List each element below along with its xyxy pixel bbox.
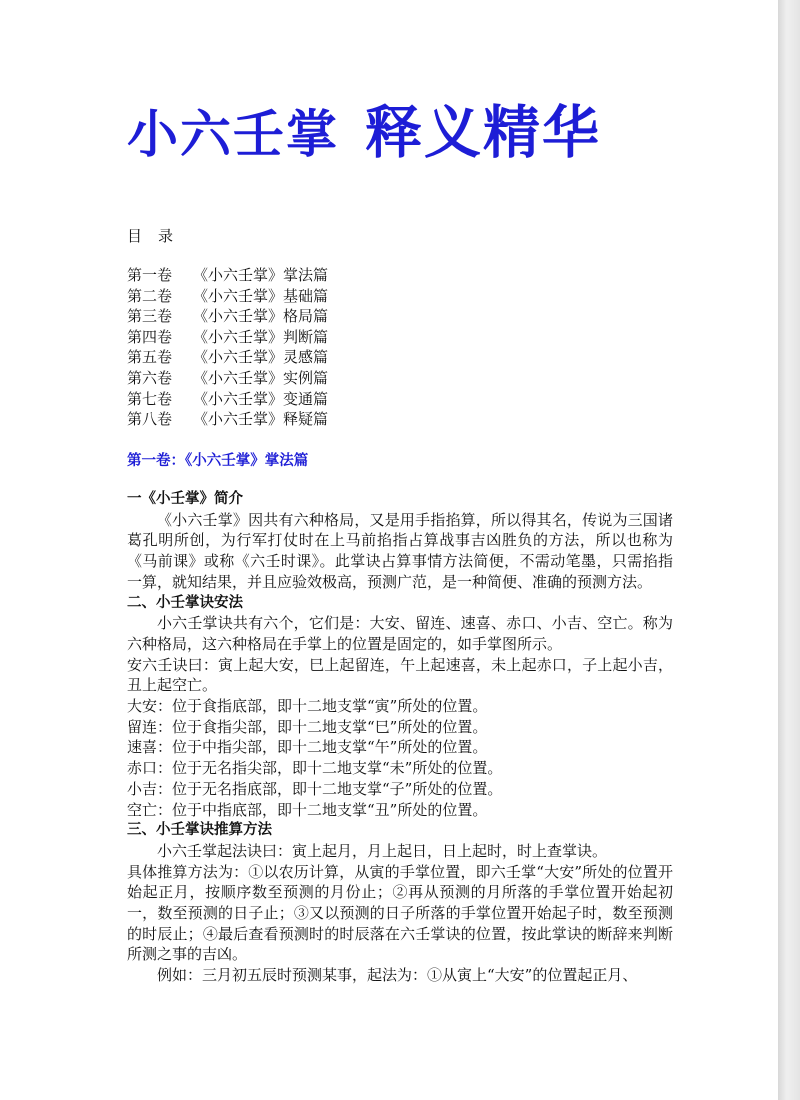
method-heading: 二、小壬掌诀安法 [127,594,243,611]
toc-title: 《小六壬掌》实例篇 [193,368,329,387]
position-line: 小吉：位于无名指底部，即十二地支掌“子”所处的位置。 [127,779,503,798]
toc-volume: 第七卷 [127,389,173,408]
section-heading: 第一卷：《小六壬掌》掌法篇 [127,453,309,469]
section-body [127,489,673,986]
toc-volume: 第六卷 [127,368,173,387]
toc-title: 《小六壬掌》变通篇 [193,389,329,408]
toc-title: 《小六壬掌》释疑篇 [193,410,329,429]
toc-volume: 第四卷 [127,327,173,346]
position-line: 赤口：位于无名指尖部，即十二地支掌“未”所处的位置。 [127,759,503,778]
toc-item [127,347,328,368]
toc-title: 《小六壬掌》灵感篇 [193,348,329,367]
toc-volume: 第三卷 [127,307,173,326]
toc-item [127,327,328,348]
toc-item [127,368,328,389]
toc-title: 《小六壬掌》格局篇 [193,307,329,326]
intro-heading: 一《小壬掌》简介 [127,491,243,507]
toc-item [127,265,328,286]
toc-heading: 目录 [127,227,190,245]
toc-item [127,306,328,327]
toc-volume: 第八卷 [127,410,173,429]
example-paragraph: 例如：三月初五辰时预测某事，起法为：①从寅上“大安”的位置起正月、 [157,966,638,985]
title-part-1: 小六壬掌 [127,106,340,165]
title-part-2: 释义精华 [365,100,602,166]
intro-paragraph: 《小六壬掌》因共有六种格局，又是用手指掐算，所以得其名，传说为三国诸葛孔明所创，为行军打仗时在上马前掐指占算战事吉凶胜负的方法，所以也称为《马前课》或称《六壬时课》。此掌诀占算事情方法简便，不需动笔墨，只需掐指一算，就知结果，并且应验效极高，预测广范，是一种简便、准确的预测方法。 [127,510,673,591]
toc-list [127,265,328,430]
position-line: 空亡：位于中指底部，即十二地支掌“丑”所处的位置。 [127,800,488,819]
toc-item [127,409,328,430]
calc-heading: 三、小壬掌诀推算方法 [127,822,272,839]
toc-volume: 第二卷 [127,286,173,305]
page-edge [778,0,800,1100]
position-line: 速喜：位于中指尖部，即十二地支掌“午”所处的位置。 [127,738,488,757]
toc-volume: 第一卷 [127,266,173,284]
method-paragraph: 小六壬掌诀共有六个，它们是：大安、留连、速喜、赤口、小吉、空亡。称为六种格局，这六种格局在手掌上的位置是固定的，如手掌图所示。 [127,614,673,653]
position-line: 大安：位于食指底部，即十二地支掌“寅”所处的位置。 [127,697,488,716]
toc-volume: 第五卷 [127,348,173,367]
toc-item [127,286,328,307]
toc-title: 《小六壬掌》判断篇 [193,327,329,346]
calc-rule-paragraph: 小六壬掌起法诀曰：寅上起月，月上起日，日上起时，时上查掌诀。 [157,841,608,860]
toc-title: 《小六壬掌》基础篇 [193,286,329,305]
position-line: 留连：位于食指尖部，即十二地支掌“巳”所处的位置。 [127,717,488,736]
rule-paragraph: 安六壬诀曰：寅上起大安，巳上起留连，午上起速喜，未上起赤口，子上起小吉，丑上起空亡。 [127,655,673,695]
toc-item [127,389,328,410]
toc-title: 《小六壬掌》掌法篇 [193,266,329,284]
calc-paragraph: 具体推算方法为：①以农历计算，从寅的手掌位置，即六壬掌“大安”所处的位置开始起正月，按顺序数至预测的月份止；②再从预测的月所落的手掌位置开始起初一，数至预测的日子止；③又以预测的日子所落的手掌位置开始起子时，数至预测的时辰止；④最后查看预测时的时辰落在六壬掌诀的位置，按此掌诀的断辞来判断所测之事的吉凶。 [127,862,673,964]
document-title [127,100,601,169]
